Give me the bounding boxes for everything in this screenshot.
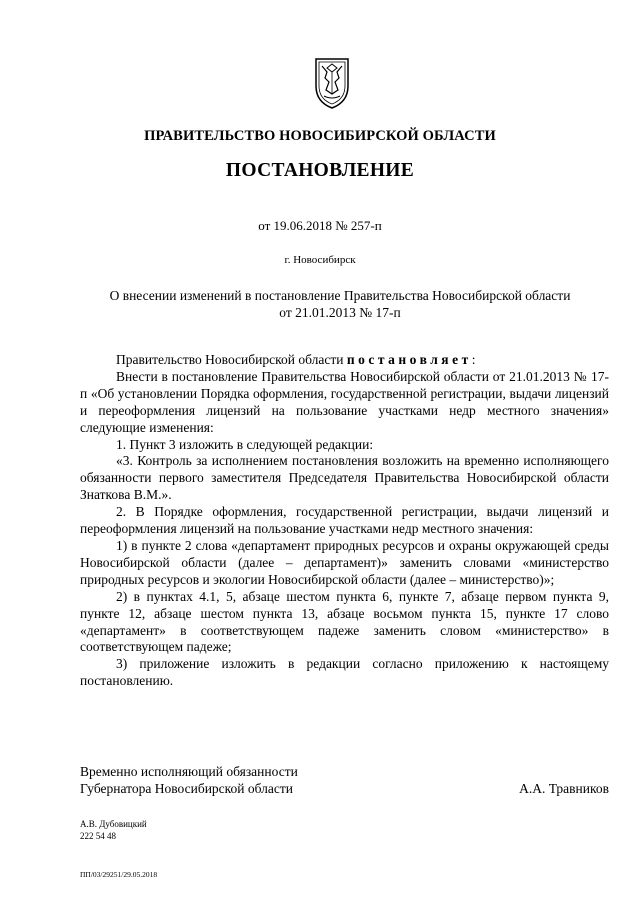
executor-block bbox=[80, 818, 147, 842]
document-city: г. Новосибирск bbox=[284, 254, 356, 266]
executor-phone: 222 54 48 bbox=[80, 831, 116, 841]
subject-line-1: О внесении изменений в постановление Правительства Новосибирской области bbox=[109, 288, 571, 303]
document-date-number: от 19.06.2018 № 257-п bbox=[258, 218, 382, 233]
coat-of-arms-icon bbox=[313, 56, 351, 110]
signature-block bbox=[80, 763, 609, 797]
registration-code: ПП/03/29251/29.05.2018 bbox=[80, 870, 158, 879]
signer-position-line-2: Губернатора Новосибирской области bbox=[80, 781, 294, 796]
organization-title: ПРАВИТЕЛЬСТВО НОВОСИБИРСКОЙ ОБЛАСТИ bbox=[144, 128, 496, 144]
paragraph-1: Внести в постановление Правительства Новосибирской области от 21.01.2013 № 17-п «Об установлении Порядка оформления, государственной регистрации, выдачи лицензий и переоформления лицензий на пользование участками недр местного значения» следующие изменения: bbox=[80, 368, 609, 435]
paragraph-2: 1. Пункт 3 изложить в следующей редакции: bbox=[116, 436, 374, 452]
intro-colon: : bbox=[471, 352, 476, 367]
document-type: ПОСТАНОВЛЕНИЕ bbox=[225, 160, 415, 181]
paragraph-5: 1) в пункте 2 слова «департамент природных ресурсов и охраны окружающей среды Новосибирской области (далее – департамент)» заменить словами «министерство природных ресурсов и экологии Новосибирской области (далее – министерство)»; bbox=[80, 537, 609, 587]
paragraph-6: 2) в пунктах 4.1, 5, абзаце шестом пункта 6, пункте 7, абзаце первом пункта 9, пункте 12, абзаце шестом пункта 13, абзаце восьмом пункта 15, пункте 17 слово «департамент» в соответствующем падеже заменить словом «министерство» в соответствующем падеже; bbox=[80, 588, 609, 655]
document-body bbox=[80, 352, 609, 690]
paragraph-7: 3) приложение изложить в редакции согласно приложению к настоящему постановлению. bbox=[80, 656, 609, 689]
signer-position-line-1: Временно исполняющий обязанности bbox=[80, 764, 298, 779]
subject-line-2: от 21.01.2013 № 17-п bbox=[279, 305, 401, 320]
paragraph-4: 2. В Порядке оформления, государственной регистрации, выдачи лицензий и переоформления лицензий на пользование участками недр местного значения: bbox=[80, 504, 609, 537]
executor-name: А.В. Дубовицкий bbox=[80, 819, 147, 829]
intro-paragraph bbox=[80, 352, 609, 369]
signer-name: А.А. Травников bbox=[519, 781, 609, 796]
paragraph-3: «3. Контроль за исполнением постановления возложить на временно исполняющего обязанности первого заместителя Председателя Правительства Новосибирской области Знаткова В.М.». bbox=[80, 453, 609, 503]
intro-lead: Правительство Новосибирской области bbox=[116, 352, 347, 367]
decree-word: постановляет bbox=[346, 352, 472, 367]
document-subject bbox=[80, 287, 600, 321]
